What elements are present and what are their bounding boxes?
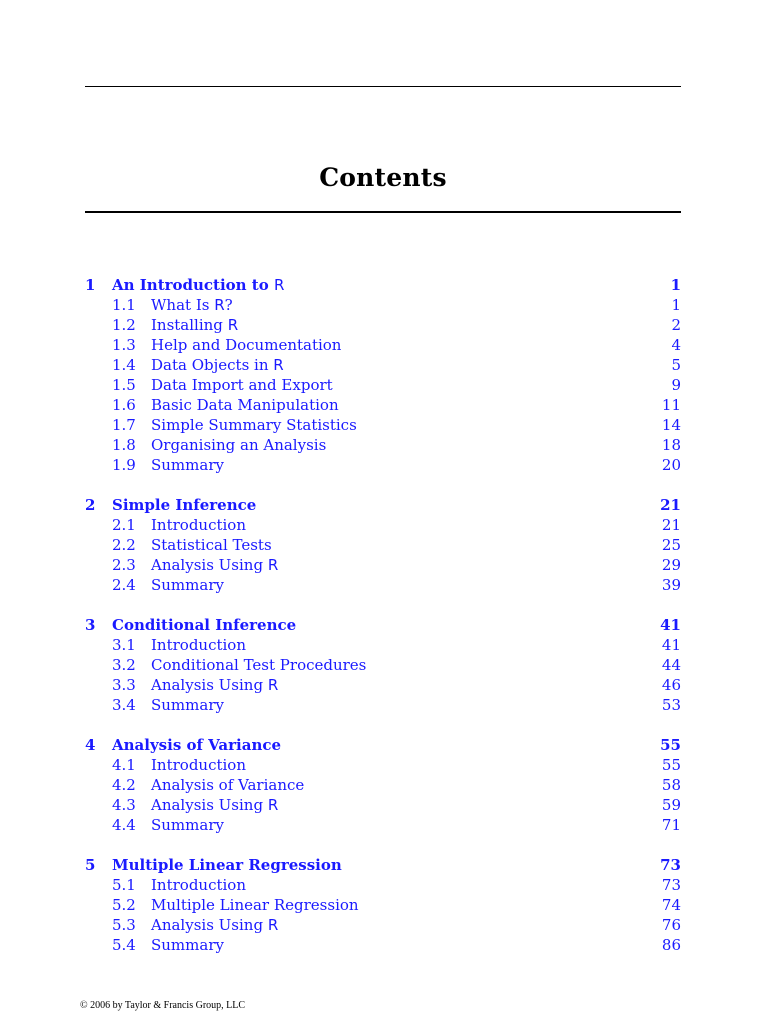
r-language-name: R — [273, 356, 284, 374]
chapter-number: 2 — [85, 496, 96, 514]
section-page-number: 46 — [661, 676, 681, 694]
section-page-number: 9 — [671, 376, 681, 394]
chapter-entry[interactable] — [85, 735, 681, 755]
chapter-number: 4 — [85, 736, 96, 754]
section-entry[interactable] — [85, 435, 681, 455]
section-title — [151, 695, 224, 715]
chapter-number: 1 — [85, 276, 96, 294]
chapter-title — [112, 855, 342, 875]
title-text: Analysis of Variance — [151, 776, 305, 794]
section-page-number: 44 — [661, 656, 681, 674]
section-page-number: 20 — [661, 456, 681, 474]
section-title — [151, 335, 341, 355]
section-title — [151, 935, 224, 955]
section-entry[interactable] — [85, 515, 681, 535]
section-number: 2.3 — [112, 556, 136, 574]
section-number: 1.6 — [112, 396, 136, 414]
section-page-number: 55 — [661, 756, 681, 774]
section-page-number: 11 — [661, 396, 681, 414]
r-language-name: R — [267, 676, 279, 694]
r-language-name: R — [227, 316, 239, 334]
section-entry[interactable] — [85, 895, 681, 915]
title-text: Conditional Test Procedures — [151, 656, 367, 674]
chapter-number: 3 — [85, 616, 96, 634]
title-text: An Introduction to — [112, 276, 274, 294]
section-page-number: 73 — [661, 876, 681, 894]
section-title — [151, 415, 357, 435]
section-number: 1.7 — [112, 416, 136, 434]
section-number: 2.1 — [112, 516, 136, 534]
section-number: 5.3 — [112, 916, 136, 934]
title-text: Multiple Linear Regression — [112, 856, 342, 874]
section-number: 1.8 — [112, 436, 136, 454]
title-text: Introduction — [151, 516, 246, 534]
section-title — [151, 875, 246, 895]
section-page-number: 71 — [661, 816, 681, 834]
section-page-number: 1 — [671, 296, 681, 314]
title-text: Statistical Tests — [151, 536, 272, 554]
chapter-entry[interactable] — [85, 275, 681, 295]
section-number: 3.1 — [112, 636, 136, 654]
section-page-number: 5 — [671, 356, 681, 374]
section-title — [151, 915, 278, 935]
section-title — [151, 295, 233, 315]
section-entry[interactable] — [85, 675, 681, 695]
title-text: Basic Data Manipulation — [151, 396, 339, 414]
section-number: 1.2 — [112, 316, 136, 334]
section-entry[interactable] — [85, 755, 681, 775]
chapter-block — [85, 615, 681, 715]
section-page-number: 41 — [661, 636, 681, 654]
title-text: Analysis Using — [151, 916, 268, 934]
section-title — [151, 515, 246, 535]
chapter-title — [112, 735, 281, 755]
chapter-entry[interactable] — [85, 495, 681, 515]
section-entry[interactable] — [85, 575, 681, 595]
title-text: Multiple Linear Regression — [151, 896, 359, 914]
title-suffix: ? — [224, 296, 233, 314]
section-page-number: 21 — [661, 516, 681, 534]
page-title: Contents — [319, 163, 447, 192]
section-entry[interactable] — [85, 635, 681, 655]
chapter-block — [85, 855, 681, 955]
section-title — [151, 775, 304, 795]
chapter-page-number: 73 — [660, 856, 681, 874]
title-text: Data Objects in — [151, 356, 274, 374]
section-entry[interactable] — [85, 415, 681, 435]
section-entry[interactable] — [85, 535, 681, 555]
section-entry[interactable] — [85, 655, 681, 675]
section-page-number: 58 — [661, 776, 681, 794]
section-number: 4.3 — [112, 796, 136, 814]
section-entry[interactable] — [85, 335, 681, 355]
section-number: 3.3 — [112, 676, 136, 694]
section-page-number: 29 — [661, 556, 681, 574]
section-number: 5.4 — [112, 936, 136, 954]
section-title — [151, 795, 278, 815]
title-text: Data Import and Export — [151, 376, 333, 394]
r-language-name: R — [214, 296, 225, 314]
chapter-number: 5 — [85, 856, 96, 874]
section-title — [151, 655, 366, 675]
section-number: 3.2 — [112, 656, 136, 674]
section-number: 1.9 — [112, 456, 136, 474]
section-page-number: 18 — [661, 436, 681, 454]
section-entry[interactable] — [85, 935, 681, 955]
chapter-entry[interactable] — [85, 615, 681, 635]
copyright-footer: © 2006 by Taylor & Francis Group, LLC — [80, 1000, 246, 1011]
section-entry[interactable] — [85, 555, 681, 575]
section-entry[interactable] — [85, 355, 681, 375]
chapter-title — [112, 275, 284, 295]
section-number: 1.1 — [112, 296, 136, 314]
section-title — [151, 675, 278, 695]
chapter-entry[interactable] — [85, 855, 681, 875]
section-page-number: 4 — [671, 336, 681, 354]
title-text: Analysis Using — [151, 556, 268, 574]
section-number: 5.1 — [112, 876, 136, 894]
r-language-name: R — [273, 276, 285, 294]
section-number: 1.5 — [112, 376, 136, 394]
section-title — [151, 435, 326, 455]
title-text: Summary — [151, 456, 224, 474]
section-title — [151, 555, 278, 575]
title-text: Summary — [151, 936, 224, 954]
title-text: Summary — [151, 576, 224, 594]
title-text: Conditional Inference — [112, 616, 297, 634]
chapter-page-number: 55 — [660, 736, 681, 754]
title-text: Summary — [151, 696, 224, 714]
chapter-page-number: 41 — [660, 616, 681, 634]
top-rule — [85, 86, 681, 87]
chapter-page-number: 1 — [670, 276, 681, 294]
title-text: Analysis Using — [151, 796, 268, 814]
section-number: 5.2 — [112, 896, 136, 914]
section-entry[interactable] — [85, 775, 681, 795]
section-title — [151, 315, 238, 335]
section-title — [151, 395, 339, 415]
section-title — [151, 635, 246, 655]
r-language-name: R — [267, 796, 279, 814]
section-title — [151, 755, 246, 775]
chapter-title — [112, 495, 256, 515]
chapter-block — [85, 495, 681, 595]
section-entry[interactable] — [85, 295, 681, 315]
section-page-number: 14 — [661, 416, 681, 434]
section-page-number: 53 — [661, 696, 681, 714]
title-text: Simple Inference — [112, 496, 257, 514]
title-text: Introduction — [151, 636, 246, 654]
section-title — [151, 895, 359, 915]
section-entry[interactable] — [85, 915, 681, 935]
title-text: Introduction — [151, 756, 246, 774]
chapter-page-number: 21 — [660, 496, 681, 514]
section-page-number: 59 — [661, 796, 681, 814]
title-text: Help and Documentation — [151, 336, 342, 354]
section-number: 4.1 — [112, 756, 136, 774]
section-entry[interactable] — [85, 375, 681, 395]
table-of-contents — [85, 275, 681, 975]
section-number: 1.4 — [112, 356, 136, 374]
section-entry[interactable] — [85, 795, 681, 815]
section-number: 3.4 — [112, 696, 136, 714]
section-entry[interactable] — [85, 815, 681, 835]
section-page-number: 74 — [661, 896, 681, 914]
section-number: 2.2 — [112, 536, 136, 554]
section-entry[interactable] — [85, 395, 681, 415]
section-number: 1.3 — [112, 336, 136, 354]
section-page-number: 2 — [671, 316, 681, 334]
section-entry[interactable] — [85, 875, 681, 895]
section-page-number: 25 — [661, 536, 681, 554]
section-page-number: 86 — [661, 936, 681, 954]
section-title — [151, 815, 224, 835]
title-text: Introduction — [151, 876, 246, 894]
title-rule — [85, 211, 681, 213]
title-text: Analysis Using — [151, 676, 268, 694]
chapter-title — [112, 615, 296, 635]
r-language-name: R — [267, 916, 279, 934]
section-number: 4.4 — [112, 816, 136, 834]
section-page-number: 76 — [661, 916, 681, 934]
title-text: What Is — [151, 296, 215, 314]
section-number: 4.2 — [112, 776, 136, 794]
section-title — [151, 535, 272, 555]
section-entry[interactable] — [85, 695, 681, 715]
section-title — [151, 575, 224, 595]
section-entry[interactable] — [85, 315, 681, 335]
section-page-number: 39 — [661, 576, 681, 594]
title-text: Organising an Analysis — [151, 436, 327, 454]
section-title — [151, 455, 224, 475]
section-title — [151, 375, 333, 395]
title-text: Installing — [151, 316, 228, 334]
chapter-block — [85, 735, 681, 835]
title-text: Summary — [151, 816, 224, 834]
section-entry[interactable] — [85, 455, 681, 475]
section-number: 2.4 — [112, 576, 136, 594]
section-title — [151, 355, 284, 375]
title-text: Analysis of Variance — [112, 736, 282, 754]
title-text: Simple Summary Statistics — [151, 416, 357, 434]
chapter-block — [85, 275, 681, 475]
r-language-name: R — [267, 556, 279, 574]
